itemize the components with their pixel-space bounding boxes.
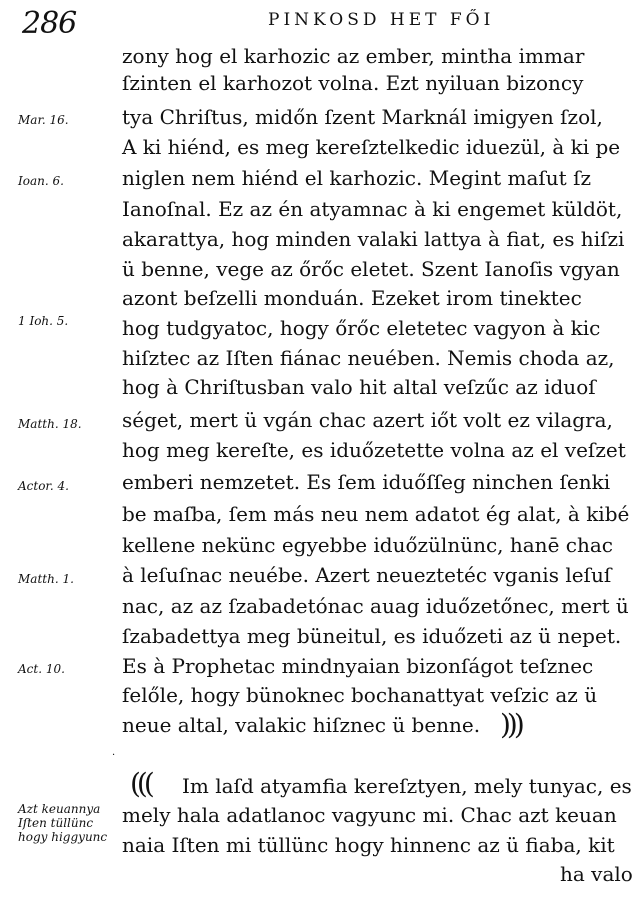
body-line: zony hog el karhozic az ember, mintha immar bbox=[122, 44, 585, 68]
stray-mark: · bbox=[112, 750, 116, 761]
opening-paragraph-mark: ((( bbox=[130, 767, 151, 800]
body-line: emberi nemzetet. Es ſem iduőſſeg ninchen ſenki bbox=[122, 470, 611, 494]
body-line: Ianoſnal. Ez az én atyamnac à ki engemet küldöt, bbox=[122, 197, 623, 221]
body-line: ſzinten el karhozot volna. Ezt nyiluan bizoncy bbox=[122, 71, 584, 95]
body-line: A ki hiénd, es meg kereſztelkedic iduezül, à ki pe bbox=[122, 135, 621, 159]
body-line: neue altal, valakic hiſznec ü benne. bbox=[122, 713, 481, 737]
body-line: ü benne, vege az őrőc eletet. Szent Ianoſis vgyan bbox=[122, 257, 620, 281]
body-line: niglen nem hiénd el karhozic. Megint maſut ſz bbox=[122, 166, 592, 190]
margin-gloss: Azt keuannya Iſten tüllünc hogy higgyunc bbox=[18, 802, 108, 844]
page-number: 286 bbox=[22, 6, 77, 41]
body-line: azont beſzelli monduán. Ezeket irom tinektec bbox=[122, 286, 582, 310]
body-line: hog meg kereſte, es iduőzetette volna az el veſzet bbox=[122, 438, 626, 462]
body-line: ſzabadettya meg büneitul, es iduőzeti az ü nepet. bbox=[122, 624, 622, 648]
margin-reference: Mar. 16. bbox=[18, 113, 69, 127]
body-line: akarattya, hog minden valaki lattya à fiat, es hiſzi bbox=[122, 227, 625, 251]
body-line: Es à Prophetac mindnyaian bizonſágot teſznec bbox=[122, 654, 594, 678]
running-title: PINKOSD HET FŐI bbox=[268, 10, 495, 30]
body-line: hog tudgyatoc, hogy őrőc eletetec vagyon à kic bbox=[122, 316, 601, 340]
body-line: hiſztec az Iſten fiánac neuében. Nemis choda az, bbox=[122, 346, 615, 370]
catchword: ha valo bbox=[560, 862, 633, 886]
margin-reference: Matth. 18. bbox=[18, 417, 82, 431]
body-line: mely hala adatlanoc vagyunc mi. Chac azt keuan bbox=[122, 803, 617, 827]
margin-reference: Actor. 4. bbox=[18, 479, 69, 493]
margin-reference: 1 Ioh. 5. bbox=[18, 314, 69, 328]
body-line: nac, az az ſzabadetónac auag iduőzetőnec, mert ü bbox=[122, 594, 629, 618]
margin-reference: Act. 10. bbox=[18, 662, 65, 676]
margin-reference: Matth. 1. bbox=[18, 572, 74, 586]
body-line: naia Iſten mi tüllünc hogy hinnenc az ü fiaba, kit bbox=[122, 833, 615, 857]
body-line: hog à Chriſtusban valo hit altal veſzűc az iduoſ bbox=[122, 375, 596, 399]
body-line: à leſuſnac neuébe. Azert neueztetéc vganis leſuſ bbox=[122, 563, 612, 587]
closing-paragraph-mark: ))) bbox=[500, 708, 521, 741]
body-line: tya Chriſtus, midőn ſzent Marknál imigyen ſzol, bbox=[122, 105, 603, 129]
margin-reference: Ioan. 6. bbox=[18, 174, 64, 188]
body-line: felőle, hogy bünoknec bochanattyat veſzic az ü bbox=[122, 683, 598, 707]
body-line: Im laſd atyamfia kereſztyen, mely tunyac, es bbox=[182, 774, 632, 798]
body-line: kellene nekünc egyebbe iduőzülnünc, hanē chac bbox=[122, 533, 613, 557]
body-line: séget, mert ü vgán chac azert iőt volt ez vilagra, bbox=[122, 408, 613, 432]
body-line: be maſba, ſem más neu nem adatot ég alat, à kibé bbox=[122, 502, 630, 526]
